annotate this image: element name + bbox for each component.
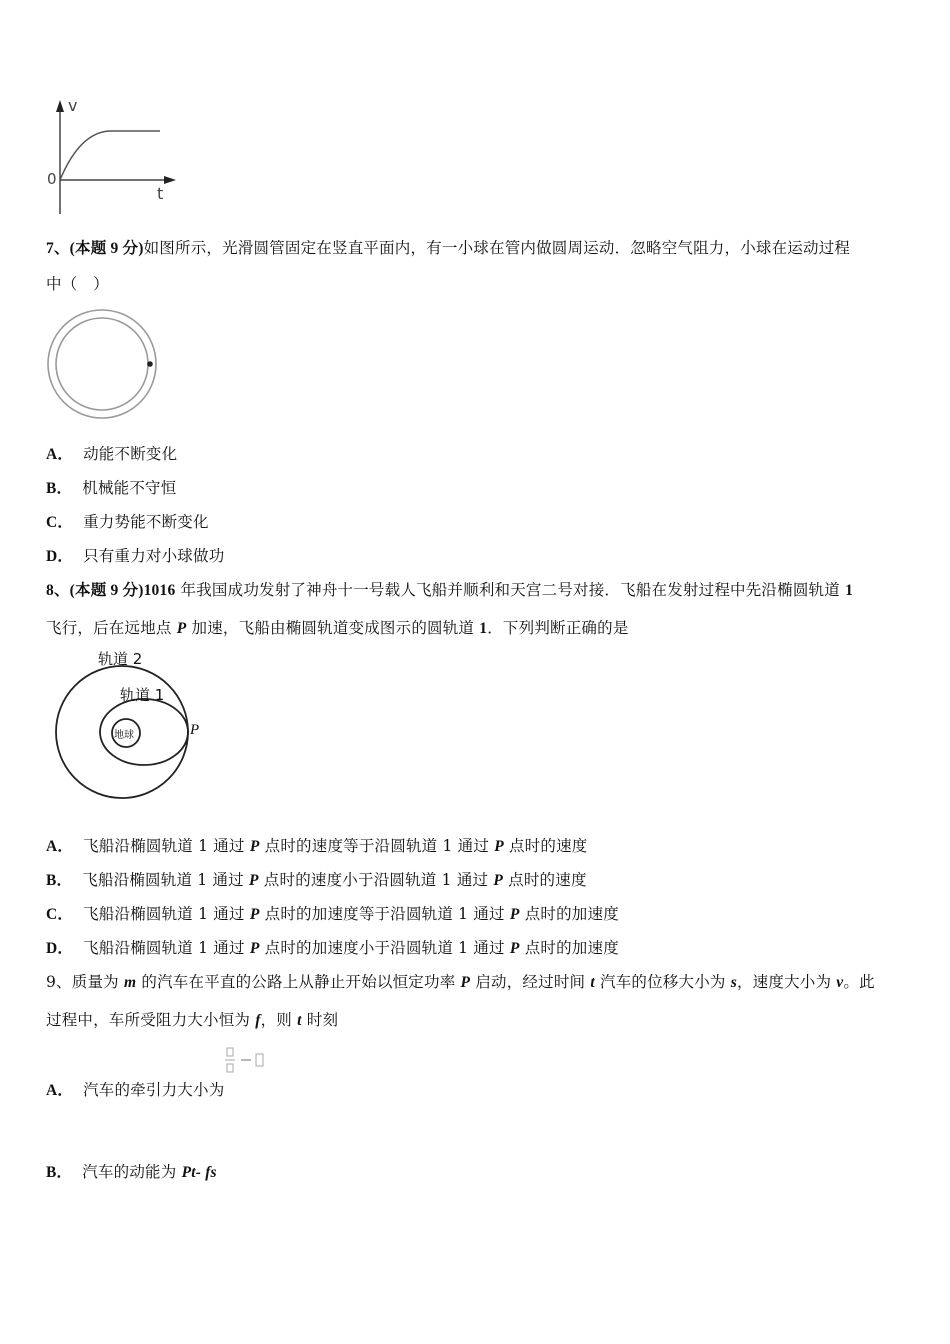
var-m: m [124,974,137,991]
option-text: 点时的加速度 [519,939,619,957]
q7-stem-line2 [46,272,109,294]
option-text: 飞船沿椭圆轨道 1 通过 [83,939,250,957]
q8-stem-text: 年我国成功发射了神舟十一号载人飞船并顺利和天宫二号对接．飞船在发射过程中先沿椭圆轨道 [175,581,846,599]
q7-stem-text-2: 中（ ） [46,275,109,293]
option-text: 点时的速度小于沿圆轨道 1 通过 [258,871,494,889]
q9-text: 质量为 [71,973,124,991]
q8-score: (本题 9 分) [69,582,144,599]
option-text: 飞船沿椭圆轨道 1 通过 [82,871,249,889]
q9-text: 汽车的位移大小为 [594,973,731,991]
point-p: P [509,906,520,923]
var-P: P [460,974,471,991]
q8-stem-line1 [46,578,853,600]
point-p: P [493,872,504,889]
q8-option-a[interactable] [46,834,588,856]
option-text: 只有重力对小球做功 [83,547,225,565]
option-letter: A． [46,838,74,855]
point-p: P [249,906,260,923]
option-letter: B． [46,1164,73,1181]
q7-stem-text: 如图所示，光滑圆管固定在竖直平面内，有一小球在管内做圆周运动．忽略空气阻力，小球在运动过程 [143,239,851,257]
point-p: P [249,838,260,855]
q7-score: (本题 9 分) [69,240,144,257]
option-letter: C． [46,514,74,531]
q8-number: 8、 [46,582,70,599]
ball-dot [147,361,153,367]
option-formula: Pt- fs [181,1164,217,1181]
formula-placeholder [224,1046,272,1078]
option-text: 点时的加速度 [519,905,619,923]
option-letter: B． [46,872,73,889]
q8-orbit-number: 1 [845,582,854,599]
point-p: P [249,940,260,957]
q7-number: 7、 [46,240,70,257]
var-v: v [836,974,844,991]
q9-option-a[interactable] [46,1078,224,1100]
q8-year: 1016 [143,582,176,599]
q8-stem-text-4: ．下列判断正确的是 [487,619,629,637]
q8-orbit-number-2: 1 [479,620,488,637]
q9-text: 的汽车在平直的公路上从静止开始以恒定功率 [136,973,461,991]
option-letter: D． [46,548,74,565]
option-letter: A． [46,446,74,463]
q7-option-a[interactable] [46,442,177,464]
orbit-figure [44,644,214,810]
orbit-1-label: 轨道 1 [120,686,165,704]
point-p: P [494,838,504,855]
q9-text: 启动，经过时间 [470,973,591,991]
var-s: s [730,974,737,991]
var-f: f [255,1012,261,1029]
option-text: 汽车的牵引力大小为 [83,1081,225,1099]
point-p: P [249,872,259,889]
q9-text: ，速度大小为 [736,973,837,991]
option-text: 机械能不守恒 [82,479,177,497]
option-letter: D． [46,940,74,957]
option-text: 动能不断变化 [83,445,178,463]
q9-text: 时刻 [301,1011,339,1029]
option-text: 重力势能不断变化 [83,513,209,531]
q9-stem-line1 [46,970,875,992]
v-axis-label: v [68,96,78,115]
q9-text: 。此 [843,973,875,991]
option-letter: B． [46,480,73,497]
q9-stem-line2 [46,1008,338,1030]
circular-tube-figure [44,306,164,424]
q8-stem-text-3: 加速，飞船由椭圆轨道变成图示的圆轨道 [186,619,480,637]
option-text: 点时的加速度等于沿圆轨道 1 通过 [259,905,510,923]
point-p: P [509,940,520,957]
q8-option-d[interactable] [46,936,619,958]
q8-option-c[interactable] [46,902,619,924]
velocity-time-graph [40,98,180,218]
var-t: t [590,974,595,991]
option-letter: A． [46,1082,74,1099]
q7-stem-line1 [46,236,850,258]
q7-option-c[interactable] [46,510,209,532]
option-text: 点时的速度等于沿圆轨道 1 通过 [259,837,495,855]
q7-option-d[interactable] [46,544,224,566]
point-p-label: P [190,722,200,738]
q7-option-b[interactable] [46,476,176,498]
option-text: 点时的加速度小于沿圆轨道 1 通过 [259,939,510,957]
option-letter: C． [46,906,74,923]
q9-number: 9、 [46,973,72,991]
option-text: 汽车的动能为 [82,1163,182,1181]
q8-stem-line2 [46,616,629,638]
option-text: 飞船沿椭圆轨道 1 通过 [83,837,250,855]
t-axis-label: t [157,184,164,203]
q9-text: 过程中，车所受阻力大小恒为 [46,1011,256,1029]
q8-stem-text-2: 飞行，后在远地点 [46,619,177,637]
option-text: 点时的速度 [503,837,588,855]
q9-option-b[interactable] [46,1160,217,1182]
orbit-2-label: 轨道 2 [98,650,143,668]
q9-text: ，则 [260,1011,298,1029]
option-text: 飞船沿椭圆轨道 1 通过 [83,905,250,923]
q8-point-p: P [176,620,187,637]
earth-label: 地球 [114,730,134,741]
var-t: t [297,1012,302,1029]
option-text: 点时的速度 [503,871,587,889]
q8-option-b[interactable] [46,868,587,890]
origin-label: 0 [47,170,57,188]
